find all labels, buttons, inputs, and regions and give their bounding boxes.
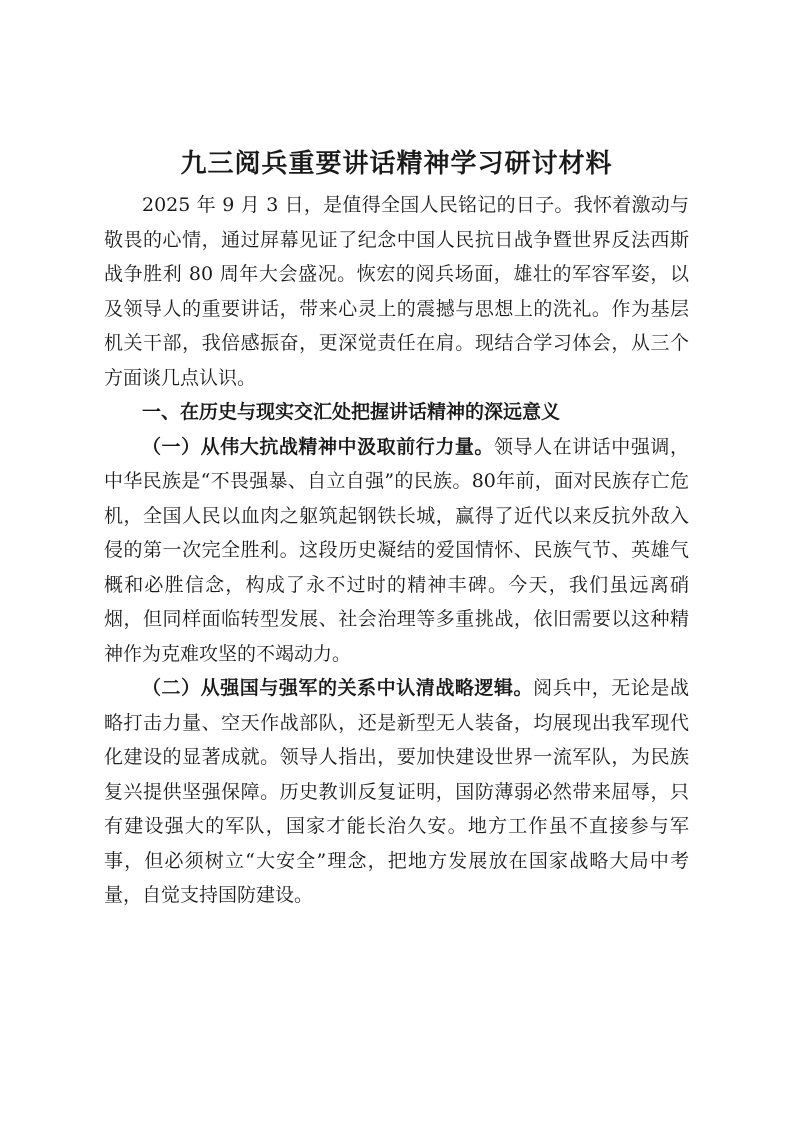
section-heading-1-text: 一、在历史与现实交汇处把握讲话精神的深远意义 [142, 401, 561, 423]
subsection-1-heading: （一）从伟大抗战精神中汲取前行力量。 [142, 435, 494, 458]
subsection-1-text: 领导人在讲话中强调，中华民族是“不畏强暴、自立自强”的民族。80年前，面对民族存亡危机，全国人民以血肉之躯筑起钢铁长城，赢得了近代以来反抗外敌入侵的第一次完全胜利。这段历史凝结的爱国情怀、民族气节、英雄气概和必胜信念，构成了永不过时的精神丰碑。今天，我们虽远离硝烟，但同样面临转型发展、社会治理等多重挑战，依旧需要以这种精神作为克难攻坚的不竭动力。 [104, 435, 689, 665]
subsection-2-text: 阅兵中，无论是战略打击力量、空天作战部队，还是新型无人装备，均展现出我军现代化建设的显著成就。领导人指出，要加快建设世界一流军队，为民族复兴提供坚强保障。历史教训反复证明，国防薄弱必然带来屈辱，只有建设强大的军队，国家才能长治久安。地方工作虽不直接参与军事，但必须树立“大安全”理念，把地方发展放在国家战略大局中考量，自觉支持国防建设。 [104, 677, 689, 906]
subsection-1-paragraph [104, 430, 689, 672]
intro-text: 2025 年 9 月 3 日，是值得全国人民铭记的日子。我怀着激动与敬畏的心情，通过屏幕见证了纪念中国人民抗日战争暨世界反法西斯战争胜利 80 周年大会盛况。恢宏的阅兵场面，雄壮的军容军姿，以及领导人的重要讲话，带来心灵上的震撼与思想上的洗礼。作为基层机关干部，我倍感振奋，更深觉责任在肩。现结合学习体会，从三个方面谈几点认识。 [104, 194, 689, 389]
section-heading-1 [104, 395, 689, 430]
document-title: 九三阅兵重要讲话精神学习研讨材料 [180, 149, 613, 179]
subsection-2-heading: （二）从强国与强军的关系中认清战略逻辑。 [142, 677, 534, 699]
subsection-2-paragraph [104, 671, 689, 913]
intro-paragraph [104, 188, 689, 395]
